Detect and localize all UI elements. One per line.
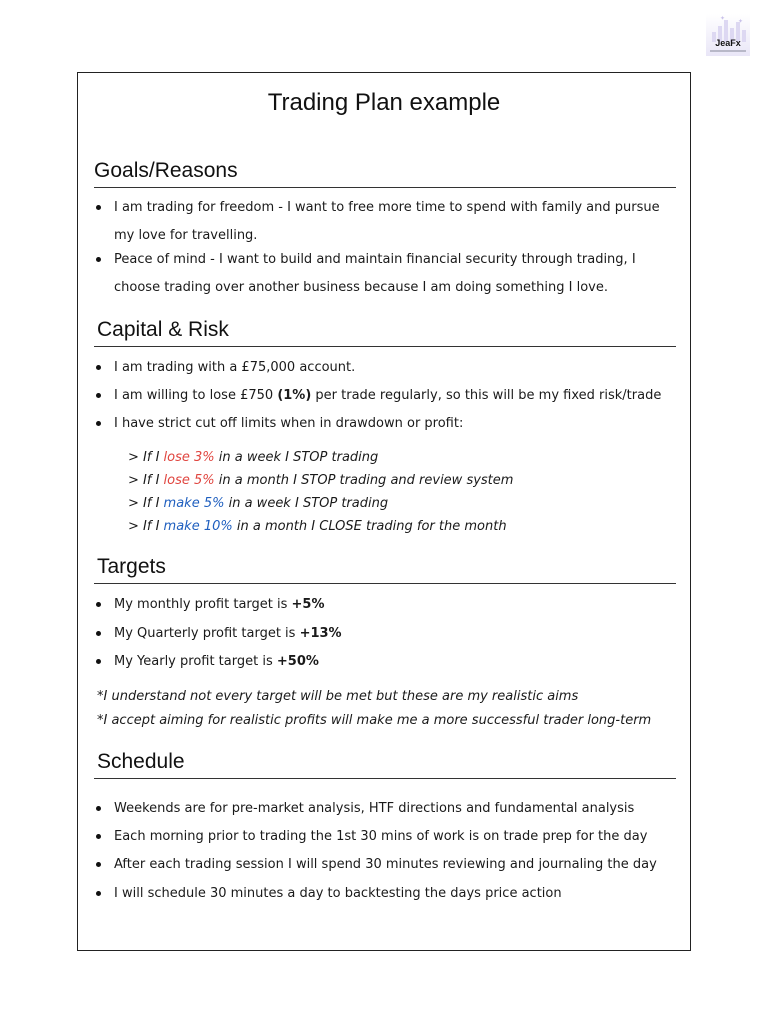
limit-highlight: lose 5%: [163, 473, 215, 488]
bullet-dot: [96, 365, 101, 370]
bullet-dot: [96, 659, 101, 664]
bullet-dot: [96, 205, 101, 210]
schedule-item-2: Each morning prior to trading the 1st 30 mins of work is on trade prep for the day: [114, 829, 648, 844]
goal-item-1-line1: I am trading for freedom - I want to free more time to spend with family and pursue: [114, 200, 660, 215]
bullet-dot: [96, 257, 101, 262]
logo-brand-text: JeaFx: [715, 38, 741, 48]
target-quarterly: My Quarterly profit target is +13%: [114, 626, 342, 641]
target-monthly: My monthly profit target is +5%: [114, 597, 325, 612]
limit-line-2: > If I lose 5% in a month I STOP trading and review system: [128, 473, 514, 488]
limit-line-1: > If I lose 3% in a week I STOP trading: [128, 450, 379, 465]
risk-percent: (1%): [277, 388, 312, 403]
bullet-dot: [96, 862, 101, 867]
goal-item-2-line1: Peace of mind - I want to build and maintain financial security through trading, I: [114, 252, 636, 267]
target-value: +13%: [299, 626, 342, 641]
goal-item-2-line2: choose trading over another business because I am doing something I love.: [114, 280, 608, 295]
target-value: +5%: [291, 597, 325, 612]
skyline-graphic: ✦ ✦: [706, 14, 750, 42]
limit-highlight: make 10%: [163, 519, 233, 534]
bullet-dot: [96, 891, 101, 896]
target-yearly: My Yearly profit target is +50%: [114, 654, 319, 669]
bullet-dot: [96, 834, 101, 839]
limit-line-3: > If I make 5% in a week I STOP trading: [128, 496, 389, 511]
schedule-item-4: I will schedule 30 minutes a day to backtesting the days price action: [114, 886, 562, 901]
page-title: Trading Plan example: [267, 89, 501, 116]
section-heading-capital-risk: Capital & Risk: [94, 317, 676, 347]
targets-note-2: *I accept aiming for realistic profits will make me a more successful trader long-term: [97, 713, 652, 728]
capital-item-risk: I am willing to lose £750 (1%) per trade regularly, so this will be my fixed risk/trade: [114, 388, 662, 403]
bullet-dot: [96, 602, 101, 607]
capital-item-limits: I have strict cut off limits when in drawdown or profit:: [114, 416, 464, 431]
target-value: +50%: [276, 654, 319, 669]
limit-line-4: > If I make 10% in a month I CLOSE trading for the month: [128, 519, 507, 534]
jeafx-logo: [706, 14, 750, 56]
bullet-dot: [96, 393, 101, 398]
bullet-dot: [96, 806, 101, 811]
schedule-item-3: After each trading session I will spend 30 minutes reviewing and journaling the day: [114, 857, 657, 872]
logo-tagline: [710, 50, 746, 52]
section-heading-goals: Goals/Reasons: [94, 158, 676, 188]
targets-note-1: *I understand not every target will be met but these are my realistic aims: [97, 689, 579, 704]
goal-item-1-line2: my love for travelling.: [114, 228, 258, 243]
limit-highlight: lose 3%: [163, 450, 215, 465]
section-heading-schedule: Schedule: [94, 749, 676, 779]
bullet-dot: [96, 421, 101, 426]
bullet-dot: [96, 631, 101, 636]
schedule-item-1: Weekends are for pre-market analysis, HTF directions and fundamental analysis: [114, 801, 635, 816]
limit-highlight: make 5%: [163, 496, 225, 511]
section-heading-targets: Targets: [94, 554, 676, 584]
capital-item-account: I am trading with a £75,000 account.: [114, 360, 356, 375]
